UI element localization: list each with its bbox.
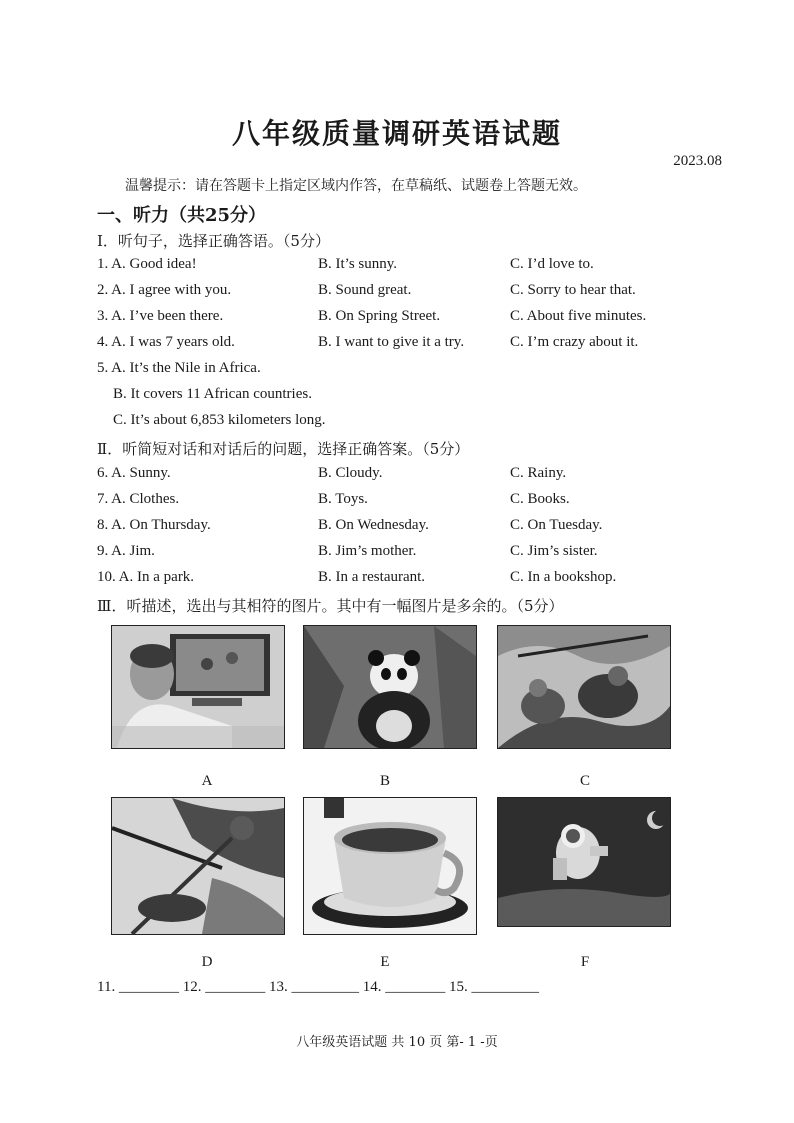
q9-option-b: B. Jim’s mother. — [318, 543, 417, 559]
q2-option-c: C. Sorry to hear that. — [510, 282, 636, 298]
picture-c-label: C — [579, 773, 590, 789]
q6-option-c: C. Rainy. — [510, 465, 567, 481]
picture-a-boy-watching-tv — [111, 625, 285, 749]
q4-option-c: C. I’m crazy about it. — [510, 334, 639, 350]
q3-option-a: 3. A. I’ve been there. — [97, 308, 224, 324]
picture-b-label: B — [379, 773, 390, 789]
q5-option-c: C. It’s about 6,853 kilometers long. — [113, 412, 326, 428]
picture-d-label: D — [201, 954, 213, 970]
q4-option-b: B. I want to give it a try. — [318, 334, 465, 350]
picture-e-coffee-cup — [303, 797, 477, 935]
q8-option-c: C. On Tuesday. — [510, 517, 603, 533]
q10-option-c: C. In a bookshop. — [510, 569, 617, 585]
picture-f-label: F — [580, 954, 590, 970]
q8-option-a: 8. A. On Thursday. — [97, 517, 211, 533]
q7-option-a: 7. A. Clothes. — [97, 491, 180, 507]
q3-option-c: C. About five minutes. — [510, 308, 647, 324]
q9-option-a: 9. A. Jim. — [97, 543, 155, 559]
q2-option-a: 2. A. I agree with you. — [97, 282, 232, 298]
q5-option-b: B. It covers 11 African countries. — [113, 386, 312, 402]
part3-heading: Ⅲ．听描述，选出与其相符的图片。其中有一幅图片是多余的。（5分） — [97, 597, 564, 615]
q7-option-c: C. Books. — [510, 491, 570, 507]
exam-date: 2023.08 — [673, 153, 722, 169]
picture-f-astronaut — [497, 797, 671, 927]
page-title: 八年级质量调研英语试题 — [231, 117, 562, 150]
q6-option-a: 6. A. Sunny. — [97, 465, 171, 481]
q5-option-a: 5. A. It’s the Nile in Africa. — [97, 360, 261, 376]
q2-option-b: B. Sound great. — [318, 282, 412, 298]
q4-option-a: 4. A. I was 7 years old. — [97, 334, 235, 350]
q6-option-b: B. Cloudy. — [318, 465, 383, 481]
picture-d-dragon-boat — [111, 797, 285, 935]
part1-heading: Ⅰ．听句子，选择正确答语。（5分） — [97, 232, 330, 250]
picture-e-label: E — [380, 954, 390, 970]
q3-option-b: B. On Spring Street. — [318, 308, 441, 324]
q8-option-b: B. On Wednesday. — [318, 517, 429, 533]
part2-heading: Ⅱ．听简短对话和对话后的问题，选择正确答案。（5分） — [97, 440, 470, 458]
q1-option-a: 1. A. Good idea! — [97, 256, 197, 272]
q7-option-b: B. Toys. — [318, 491, 368, 507]
q10-option-b: B. In a restaurant. — [318, 569, 426, 585]
page-footer: 八年级英语试题 共 10 页 第- 1 -页 — [296, 1035, 498, 1050]
q10-option-a: 10. A. In a park. — [97, 569, 195, 585]
q1-option-b: B. It’s sunny. — [318, 256, 398, 272]
picture-b-panda — [303, 625, 477, 749]
q9-option-c: C. Jim’s sister. — [510, 543, 598, 559]
warm-tip: 温馨提示：请在答题卡上指定区域内作答，在草稿纸、试题卷上答题无效。 — [125, 178, 587, 194]
picture-c-monkey-king — [497, 625, 671, 749]
q1-option-c: C. I’d love to. — [510, 256, 594, 272]
answer-blanks-11-15: 11. ________ 12. ________ 13. _________ 14. ________ 15. _________ — [97, 979, 539, 995]
picture-a-label: A — [201, 773, 213, 789]
section-listening-heading: 一、听力（共25分） — [97, 205, 267, 226]
